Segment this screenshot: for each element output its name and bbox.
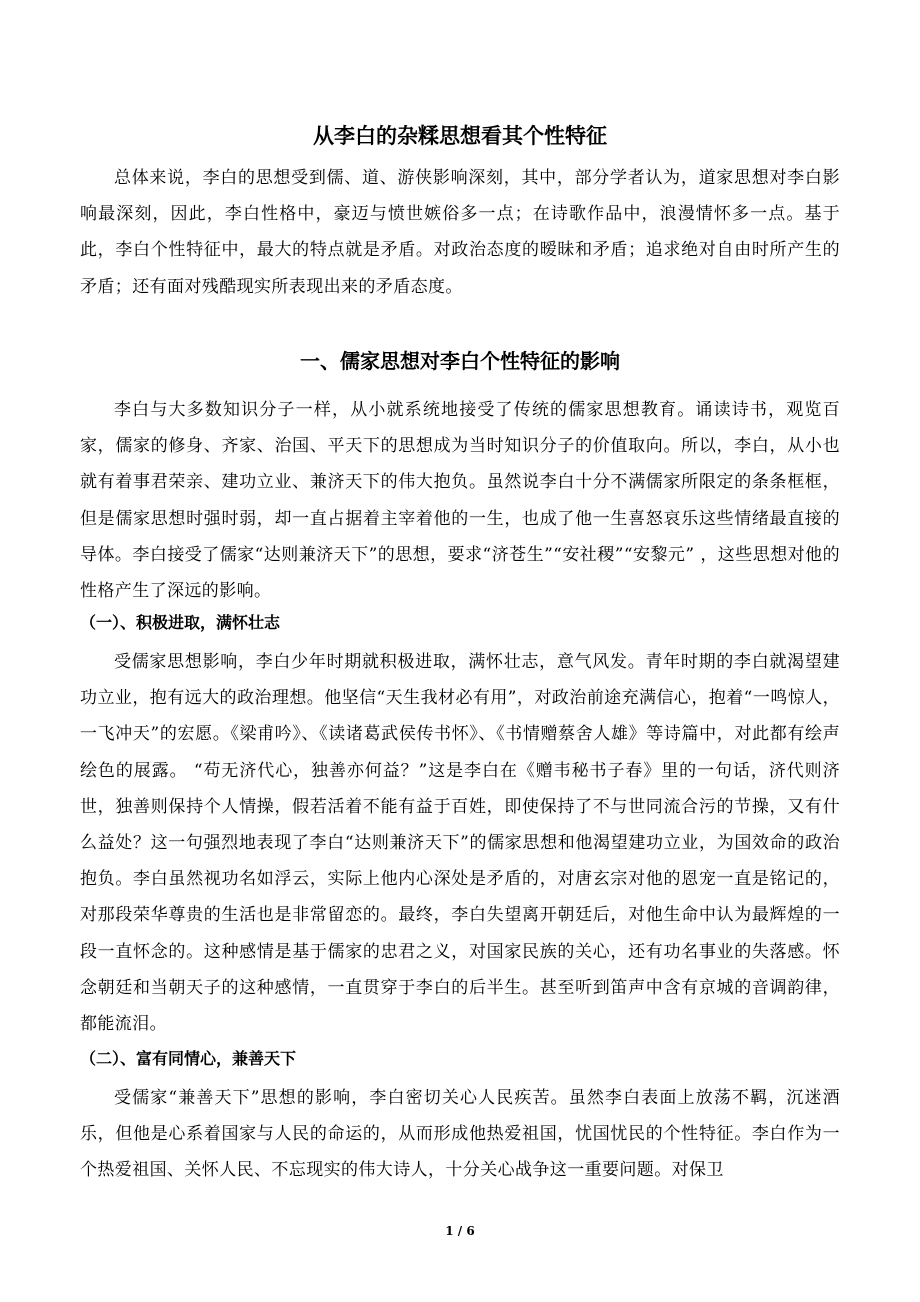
document-title: 从李白的杂糅思想看其个性特征 — [313, 124, 607, 148]
page-number: 1 / 6 — [445, 1224, 475, 1238]
subsection-heading-2: （二）、富有同情心，兼善天下 — [80, 1049, 297, 1068]
subsection-paragraph-1: 受儒家思想影响，李白少年时期就积极进取，满怀壮志，意气风发。青年时期的李白就渴望建功立业，抱有远大的政治理想。他坚信“天生我材必有用”，对政治前途充满信心，抱着“一鸣惊人，一飞冲天”的宏愿。《梁甫吟》、《读诸葛武侯传书怀》、《书情赠蔡舍人雄》等诗篇中，对此都有绘声绘色的展露。 “苟无济代心，独善亦何益？”这是李白在《赠韦秘书子春》里的一句话，济代则济世，独善则保持个人情操，假若活着不能有益于百姓，即使保持了不与世同流合污的节操，又有什么益处？这一句强烈地表现了李白“达则兼济天下”的儒家思想和他渴望建功立业，为国效命的政治抱负。李白虽然视功名如浮云，实际上他内心深处是矛盾的，对唐玄宗对他的恩宠一直是铭记的，对那段荣华尊贵的生活也是非常留恋的。最终，李白失望离开朝廷后，对他生命中认为最辉煌的一段一直怀念的。这种感情是基于儒家的忠君之义，对国家民族的关心，还有功名事业的失落感。怀念朝廷和当朝天子的这种感情，一直贯穿于李白的后半生。甚至听到笛声中含有京城的音调韵律，都能流泪。 — [80, 652, 840, 1035]
subsection-paragraph-2: 受儒家“兼善天下”思想的影响，李白密切关心人民疾苦。虽然李白表面上放荡不羁，沉迷酒乐，但他是心系着国家与人民的命运的，从而形成他热爱祖国，忧国忧民的个性特征。李白作为一个热爱祖国、关怀人民、不忘现实的伟大诗人，十分关心战争这一重要问题。对保卫 — [80, 1088, 840, 1181]
subsection-heading-1: （一）、积极进取，满怀壮志 — [80, 613, 281, 632]
section-paragraph: 李白与大多数知识分子一样，从小就系统地接受了传统的儒家思想教育。诵读诗书，观览百家，儒家的修身、齐家、治国、平天下的思想成为当时知识分子的价值取向。所以，李白，从小也就有着事君荣亲、建功立业、兼济天下的伟大抱负。虽然说李白十分不满儒家所限定的条条框框，但是儒家思想时强时弱，却一直占据着主宰着他的一生，也成了他一生喜怒哀乐这些情绪最直接的导体。李白接受了儒家“达则兼济天下”的思想，要求“济苍生”“安社稷”“安黎元” ，这些思想对他的性格产生了深远的影响。 — [80, 400, 840, 602]
intro-paragraph: 总体来说，李白的思想受到儒、道、游侠影响深刻，其中，部分学者认为，道家思想对李白影响最深刻，因此，李白性格中，豪迈与愤世嫉俗多一点；在诗歌作品中，浪漫情怀多一点。基于此，李白个性特征中，最大的特点就是矛盾。对政治态度的暧昧和矛盾；追求绝对自由时所产生的矛盾；还有面对残酷现实所表现出来的矛盾态度。 — [80, 168, 840, 297]
section-heading: 一、儒家思想对李白个性特征的影响 — [300, 349, 620, 373]
